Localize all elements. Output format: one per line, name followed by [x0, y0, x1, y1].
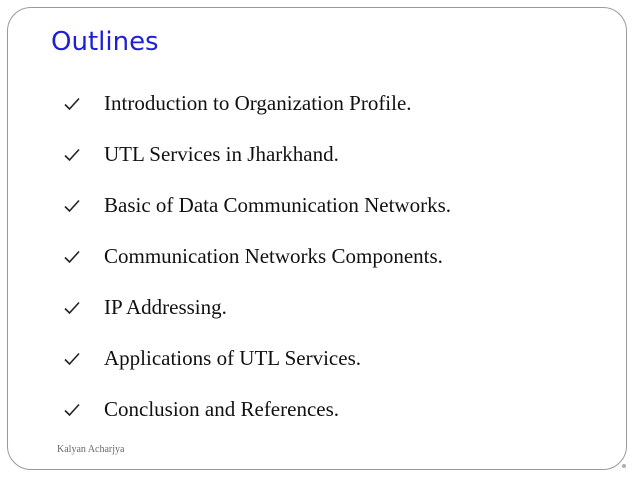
checkmark-icon: [64, 403, 104, 417]
list-item: [64, 231, 451, 282]
list-item-label: UTL Services in Jharkhand.: [104, 142, 339, 166]
list-item-label: Conclusion and References.: [104, 397, 340, 421]
list-item: [64, 333, 451, 384]
checkmark-icon: [64, 148, 104, 162]
list-item-label: Communication Networks Components.: [104, 244, 443, 268]
bullet-list: [64, 78, 451, 435]
checkmark-icon: [64, 250, 104, 264]
checkmark-icon: [64, 199, 104, 213]
checkmark-icon: [64, 352, 104, 366]
list-item: [64, 282, 451, 333]
list-item-label: Basic of Data Communication Networks.: [104, 193, 452, 217]
list-item-label: IP Addressing.: [104, 295, 227, 319]
list-item: [64, 78, 451, 129]
checkmark-icon: [64, 97, 104, 111]
list-item: [64, 180, 451, 231]
slide-title: Outlines: [51, 27, 159, 57]
list-item: [64, 384, 451, 435]
corner-dot: [622, 464, 626, 468]
list-item: [64, 129, 451, 180]
list-item-label: Applications of UTL Services.: [104, 346, 361, 370]
list-item-label: Introduction to Organization Profile.: [104, 91, 412, 115]
checkmark-icon: [64, 301, 104, 315]
slide-footer-author: Kalyan Acharjya: [57, 444, 125, 455]
